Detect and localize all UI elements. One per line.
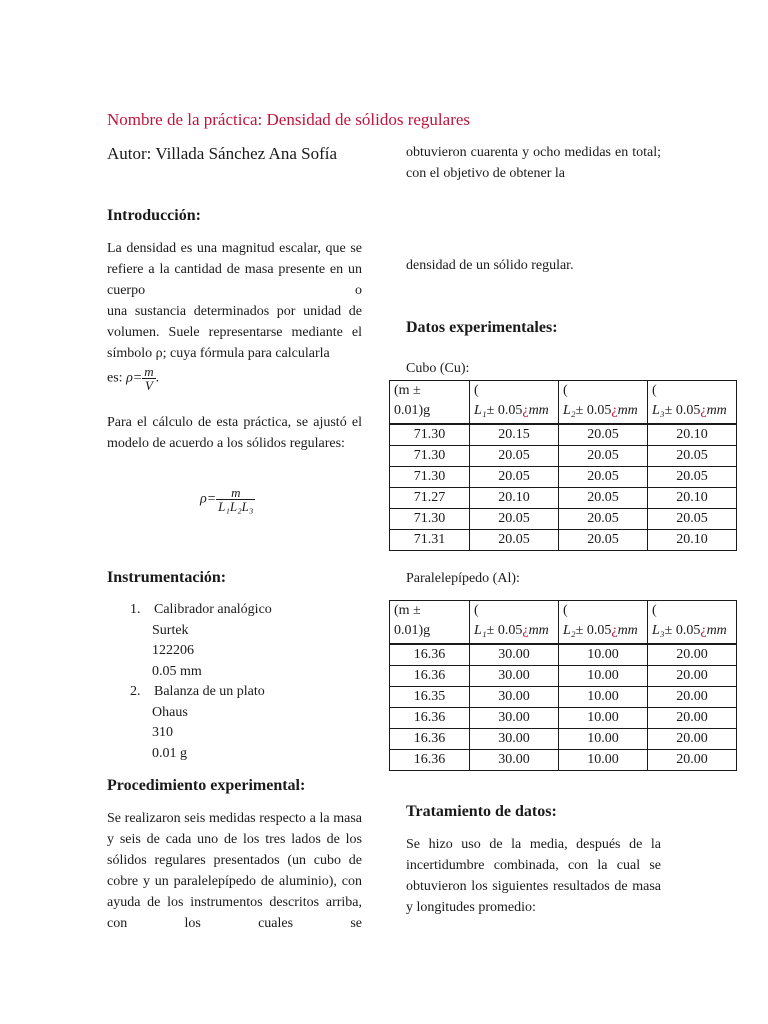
instrument-name: Calibrador analógico	[154, 602, 272, 617]
mass-header	[390, 601, 470, 645]
length-cell: 30.00	[470, 687, 559, 708]
table-row	[390, 687, 737, 708]
length-cell: 20.00	[648, 729, 737, 750]
length-cell: 30.00	[470, 708, 559, 729]
l3-symbol: L₃	[652, 623, 665, 638]
inverted-question: ¿	[611, 403, 618, 418]
intro-text-b: una sustancia determinados por unidad de volumen. Suele representarse mediante el símbolo ρ; cuya fórmula para calcularla	[107, 304, 362, 361]
formula-es-label: es:	[107, 370, 123, 386]
prism-caption: Paralelepípedo (Al):	[406, 571, 520, 586]
length-cell: 20.10	[648, 530, 737, 551]
unit: mm	[617, 623, 638, 638]
instrument-detail: 310	[152, 725, 173, 740]
inverted-question: ¿	[700, 403, 707, 418]
uncertainty: ± 0.05	[664, 403, 701, 418]
table-row	[390, 488, 737, 509]
formula-period: .	[155, 370, 160, 386]
length-cell: 20.10	[648, 488, 737, 509]
mass-header-line-2: 0.01)g	[394, 623, 431, 638]
length3-header	[648, 601, 737, 645]
length-cell: 20.00	[648, 750, 737, 771]
intro-paragraph-1	[107, 238, 362, 392]
mass-cell: 16.35	[390, 687, 470, 708]
uncertainty: ± 0.05	[486, 623, 523, 638]
l1-symbol: L₁	[474, 403, 487, 418]
length2-header	[559, 381, 648, 425]
unit: mm	[706, 623, 727, 638]
instrument-num: 1.	[130, 602, 141, 617]
mass-cell: 71.30	[390, 424, 470, 446]
paren: (	[474, 383, 479, 398]
unit: mm	[528, 623, 549, 638]
instrument-item-1	[130, 600, 370, 682]
length-cell: 20.05	[559, 488, 648, 509]
mass-cell: 71.31	[390, 530, 470, 551]
length-cell: 20.00	[648, 687, 737, 708]
length3-header	[648, 381, 737, 425]
table-header-row	[390, 601, 737, 645]
mass-cell: 71.27	[390, 488, 470, 509]
length-cell: 20.05	[470, 467, 559, 488]
inverted-question: ¿	[522, 623, 529, 638]
length-cell: 20.10	[648, 424, 737, 446]
mass-cell: 16.36	[390, 644, 470, 666]
table-row	[390, 509, 737, 530]
formula2-fraction	[216, 486, 255, 513]
instrument-detail: 0.01 g	[152, 745, 187, 761]
length-cell: 30.00	[470, 750, 559, 771]
length-cell: 20.00	[648, 666, 737, 687]
length-cell: 20.05	[470, 446, 559, 467]
mass-cell: 71.30	[390, 509, 470, 530]
instrument-list	[130, 600, 370, 764]
procedure-continuation: obtuvieron cuarenta y ocho medidas en total; con el objetivo de obtener la	[406, 145, 661, 181]
mass-header-line-2: 0.01)g	[394, 403, 431, 418]
length-cell: 20.15	[470, 424, 559, 446]
formula2-lhs: ρ=	[200, 491, 217, 507]
length1-header	[470, 601, 559, 645]
formula-lhs: ρ=	[126, 370, 143, 386]
mass-header-line-1: (m ±	[394, 383, 421, 398]
length-cell: 20.05	[648, 446, 737, 467]
length-cell: 20.00	[648, 708, 737, 729]
length-cell: 30.00	[470, 729, 559, 750]
intro-text-a: La densidad es una magnitud escalar, que se refiere a la cantidad de masa presente en un cuerpo o	[107, 241, 362, 298]
length-cell: 10.00	[559, 708, 648, 729]
table-row	[390, 750, 737, 771]
treatment-heading: Tratamiento de datos:	[406, 803, 557, 820]
prism-table	[389, 600, 737, 771]
l1-symbol: L₁	[474, 623, 487, 638]
instrument-item-2	[130, 682, 370, 764]
instrument-detail: Surtek	[152, 622, 189, 638]
formula-fraction	[142, 365, 155, 392]
table-row	[390, 530, 737, 551]
length-cell: 10.00	[559, 687, 648, 708]
mass-cell: 16.36	[390, 666, 470, 687]
data-heading: Datos experimentales:	[406, 319, 558, 336]
table-row	[390, 424, 737, 446]
unit: mm	[528, 403, 549, 418]
length-cell: 20.05	[559, 446, 648, 467]
mass-header	[390, 381, 470, 425]
procedure-text: Se realizaron seis medidas respecto a la masa y seis de cada uno de los tres lados de los sólidos regulares presentados (un cubo de cobre y un paralelepípedo de aluminio), con ayuda de los instrumentos descritos arriba, con los cuales se	[107, 811, 362, 931]
instrument-num: 2.	[130, 684, 141, 699]
intro-heading: Introducción:	[107, 207, 201, 224]
length-cell: 20.05	[559, 509, 648, 530]
unit: mm	[617, 403, 638, 418]
mass-header-line-1: (m ±	[394, 603, 421, 618]
l3-symbol: L₃	[652, 403, 665, 418]
mass-cell: 71.30	[390, 467, 470, 488]
instrument-detail: 0.05 mm	[152, 663, 202, 679]
length1-header	[470, 381, 559, 425]
table-header-row	[390, 381, 737, 425]
regular-solid-formula	[200, 486, 255, 513]
table-row	[390, 644, 737, 666]
length-cell: 20.10	[470, 488, 559, 509]
cube-caption: Cubo (Cu):	[406, 361, 470, 376]
treatment-text: Se hizo uso de la media, después de la incertidumbre combinada, con la cual se obtuvieron los siguientes resultados de masa y longitudes promedio:	[406, 837, 661, 915]
length-cell: 10.00	[559, 644, 648, 666]
instrument-name: Balanza de un plato	[154, 684, 265, 699]
paren: (	[652, 603, 657, 618]
length-cell: 10.00	[559, 729, 648, 750]
unit: mm	[706, 403, 727, 418]
cube-table-body	[390, 424, 737, 551]
length-cell: 20.05	[648, 467, 737, 488]
paren: (	[563, 603, 568, 618]
table-row	[390, 729, 737, 750]
uncertainty: ± 0.05	[664, 623, 701, 638]
formula2-numerator: m	[231, 485, 241, 500]
table-row	[390, 666, 737, 687]
author-line: Autor: Villada Sánchez Ana Sofía	[107, 144, 337, 163]
length-cell: 20.05	[559, 530, 648, 551]
length2-header	[559, 601, 648, 645]
length-cell: 20.05	[648, 509, 737, 530]
length-cell: 20.05	[559, 424, 648, 446]
length-cell: 20.05	[470, 509, 559, 530]
inverted-question: ¿	[700, 623, 707, 638]
cube-table	[389, 380, 737, 551]
inverted-question: ¿	[522, 403, 529, 418]
uncertainty: ± 0.05	[486, 403, 523, 418]
paren: (	[474, 603, 479, 618]
length-cell: 30.00	[470, 644, 559, 666]
intro-paragraph-2: Para el cálculo de esta práctica, se ajustó el modelo de acuerdo a los sólidos regulares:	[107, 415, 362, 451]
l2-symbol: L₂	[563, 403, 576, 418]
length-cell: 10.00	[559, 750, 648, 771]
length-cell: 20.05	[470, 530, 559, 551]
procedure-heading: Procedimiento experimental:	[107, 777, 306, 794]
l2-symbol: L₂	[563, 623, 576, 638]
table-row	[390, 708, 737, 729]
mass-cell: 16.36	[390, 729, 470, 750]
paren: (	[652, 383, 657, 398]
uncertainty: ± 0.05	[575, 623, 612, 638]
table-row	[390, 446, 737, 467]
density-formula	[107, 365, 362, 392]
length-cell: 30.00	[470, 666, 559, 687]
mass-cell: 71.30	[390, 446, 470, 467]
length-cell: 10.00	[559, 666, 648, 687]
formula-numerator: m	[144, 364, 154, 379]
mass-cell: 16.36	[390, 750, 470, 771]
length-cell: 20.00	[648, 644, 737, 666]
table-row	[390, 467, 737, 488]
formula-denominator: V	[142, 378, 155, 392]
prism-table-body	[390, 644, 737, 771]
instrument-detail: Ohaus	[152, 704, 188, 720]
uncertainty: ± 0.05	[575, 403, 612, 418]
procedure-continuation-2: densidad de un sólido regular.	[406, 258, 574, 273]
paren: (	[563, 383, 568, 398]
inverted-question: ¿	[611, 623, 618, 638]
length-cell: 20.05	[559, 467, 648, 488]
instrument-detail: 122206	[152, 643, 194, 658]
formula2-denominator: L₁L₂L₃	[218, 499, 254, 514]
paper-title: Nombre de la práctica: Densidad de sólidos regulares	[107, 110, 471, 129]
instrumentation-heading: Instrumentación:	[107, 569, 227, 586]
mass-cell: 16.36	[390, 708, 470, 729]
